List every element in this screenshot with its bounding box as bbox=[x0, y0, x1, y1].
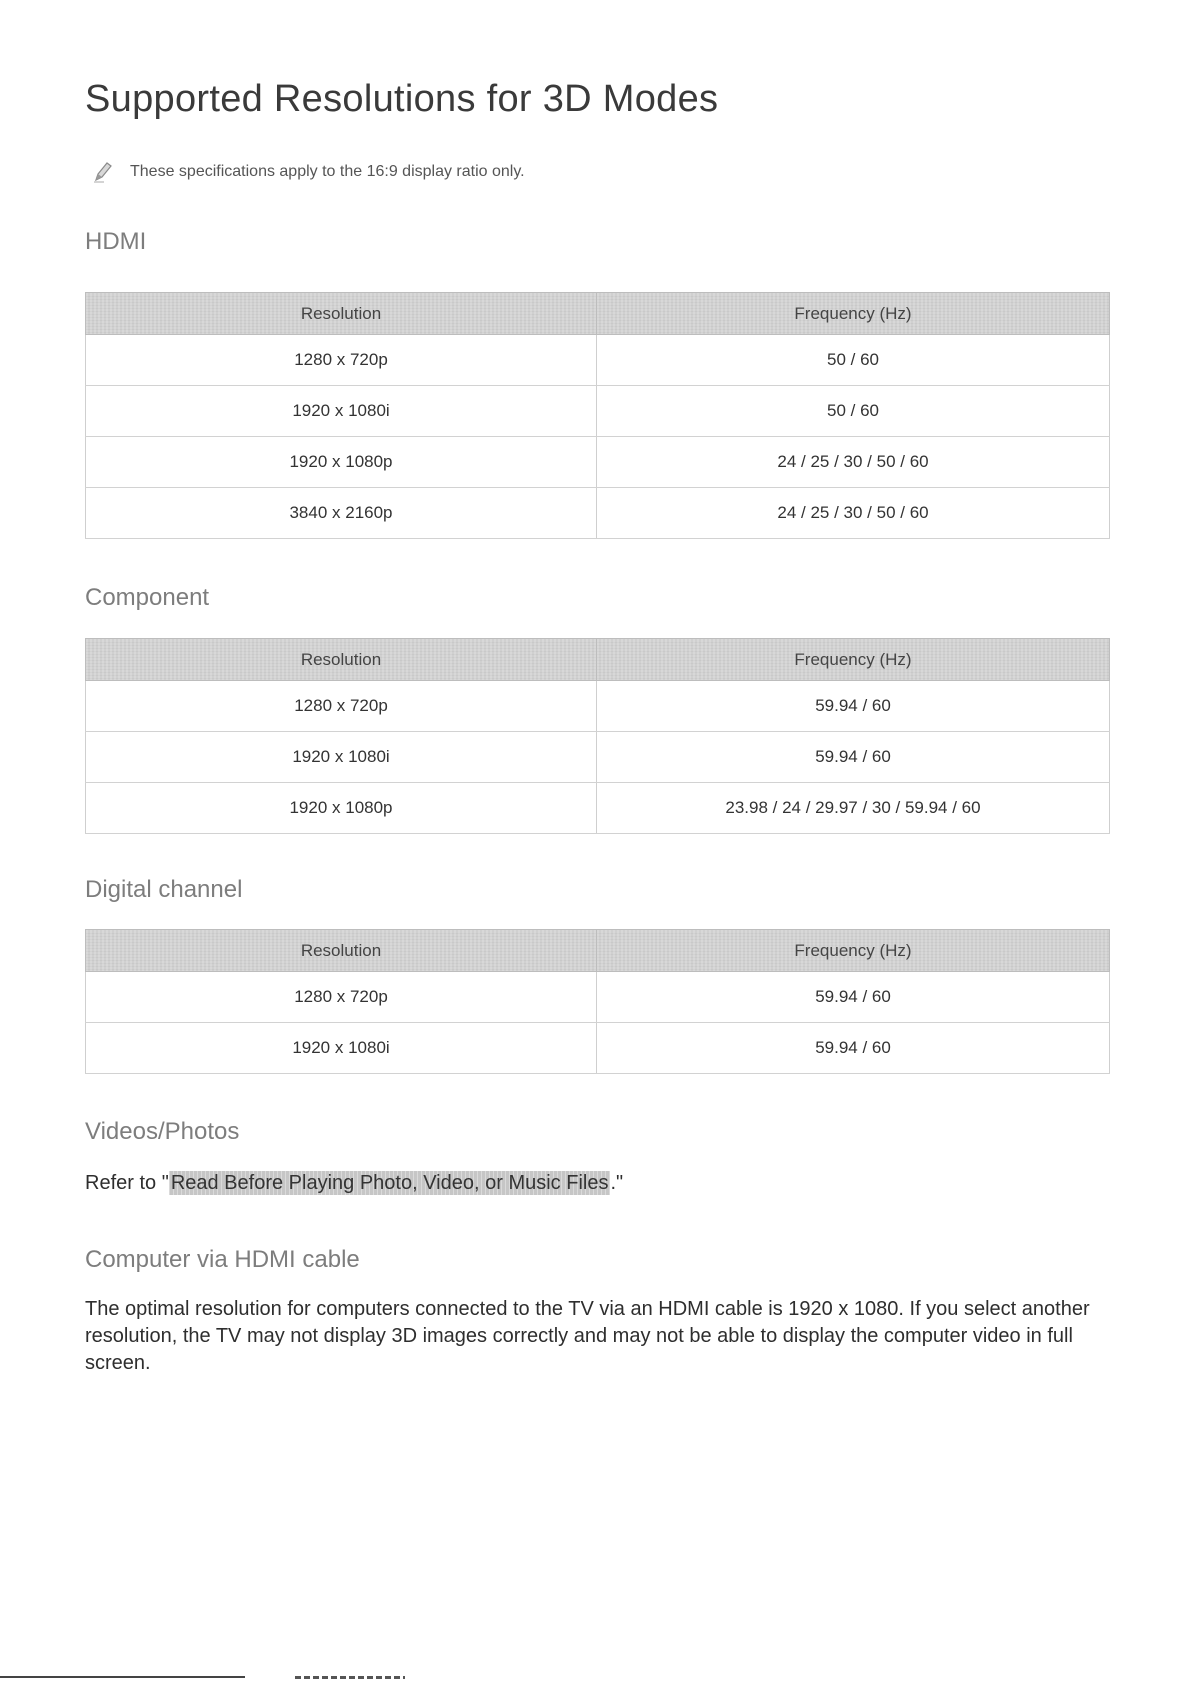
resolution-cell: 1920 x 1080i bbox=[86, 386, 597, 437]
read-before-playing-link[interactable]: Read Before Playing Photo, Video, or Music Files bbox=[170, 1172, 609, 1194]
frequency-cell: 59.94 / 60 bbox=[597, 681, 1110, 732]
frequency-cell: 50 / 60 bbox=[597, 335, 1110, 386]
column-header-resolution: Resolution bbox=[86, 639, 597, 681]
table-row bbox=[86, 488, 1110, 539]
resolution-cell: 1280 x 720p bbox=[86, 972, 597, 1023]
resolution-cell: 1920 x 1080i bbox=[86, 732, 597, 783]
frequency-cell: 23.98 / 24 / 29.97 / 30 / 59.94 / 60 bbox=[597, 783, 1110, 834]
section-heading-videos-photos: Videos/Photos bbox=[85, 1118, 240, 1145]
hdmi-table bbox=[85, 292, 1110, 539]
page-title: Supported Resolutions for 3D Modes bbox=[85, 78, 719, 120]
table-header-row bbox=[86, 930, 1110, 972]
table-row bbox=[86, 437, 1110, 488]
column-header-frequency: Frequency (Hz) bbox=[597, 639, 1110, 681]
frequency-cell: 24 / 25 / 30 / 50 / 60 bbox=[597, 437, 1110, 488]
frequency-cell: 59.94 / 60 bbox=[597, 972, 1110, 1023]
column-header-resolution: Resolution bbox=[86, 293, 597, 335]
component-table bbox=[85, 638, 1110, 834]
computer-hdmi-paragraph: The optimal resolution for computers connected to the TV via an HDMI cable is 1920 x 1080. If you select another resolution, the TV may not display 3D images correctly and may not be able to display the computer video in full screen. bbox=[85, 1298, 1090, 1374]
table-row bbox=[86, 783, 1110, 834]
table-row bbox=[86, 335, 1110, 386]
section-heading-computer-hdmi: Computer via HDMI cable bbox=[85, 1246, 360, 1273]
frequency-cell: 59.94 / 60 bbox=[597, 1023, 1110, 1074]
table-row bbox=[86, 386, 1110, 437]
table-header-row bbox=[86, 293, 1110, 335]
table-row bbox=[86, 681, 1110, 732]
videos-photos-paragraph bbox=[85, 1170, 623, 1197]
frequency-cell: 59.94 / 60 bbox=[597, 732, 1110, 783]
resolution-cell: 1920 x 1080p bbox=[86, 437, 597, 488]
pencil-note-icon bbox=[92, 160, 114, 184]
refer-to-text-end: ." bbox=[610, 1172, 624, 1194]
resolution-cell: 1280 x 720p bbox=[86, 335, 597, 386]
resolution-cell: 3840 x 2160p bbox=[86, 488, 597, 539]
table-row bbox=[86, 732, 1110, 783]
footer-marks bbox=[295, 1676, 405, 1679]
column-header-frequency: Frequency (Hz) bbox=[597, 930, 1110, 972]
refer-to-text: Refer to " bbox=[85, 1172, 169, 1194]
frequency-cell: 24 / 25 / 30 / 50 / 60 bbox=[597, 488, 1110, 539]
table-row bbox=[86, 972, 1110, 1023]
table-row bbox=[86, 1023, 1110, 1074]
footer-rule bbox=[0, 1676, 245, 1678]
resolution-cell: 1920 x 1080i bbox=[86, 1023, 597, 1074]
resolution-cell: 1920 x 1080p bbox=[86, 783, 597, 834]
section-heading-hdmi: HDMI bbox=[85, 228, 147, 255]
digital-channel-table bbox=[85, 929, 1110, 1074]
frequency-cell: 50 / 60 bbox=[597, 386, 1110, 437]
section-heading-digital-channel: Digital channel bbox=[85, 876, 243, 903]
table-header-row bbox=[86, 639, 1110, 681]
section-heading-component: Component bbox=[85, 584, 210, 611]
note bbox=[92, 160, 525, 184]
column-header-resolution: Resolution bbox=[86, 930, 597, 972]
resolution-cell: 1280 x 720p bbox=[86, 681, 597, 732]
note-text: These specifications apply to the 16:9 display ratio only. bbox=[130, 163, 525, 180]
column-header-frequency: Frequency (Hz) bbox=[597, 293, 1110, 335]
